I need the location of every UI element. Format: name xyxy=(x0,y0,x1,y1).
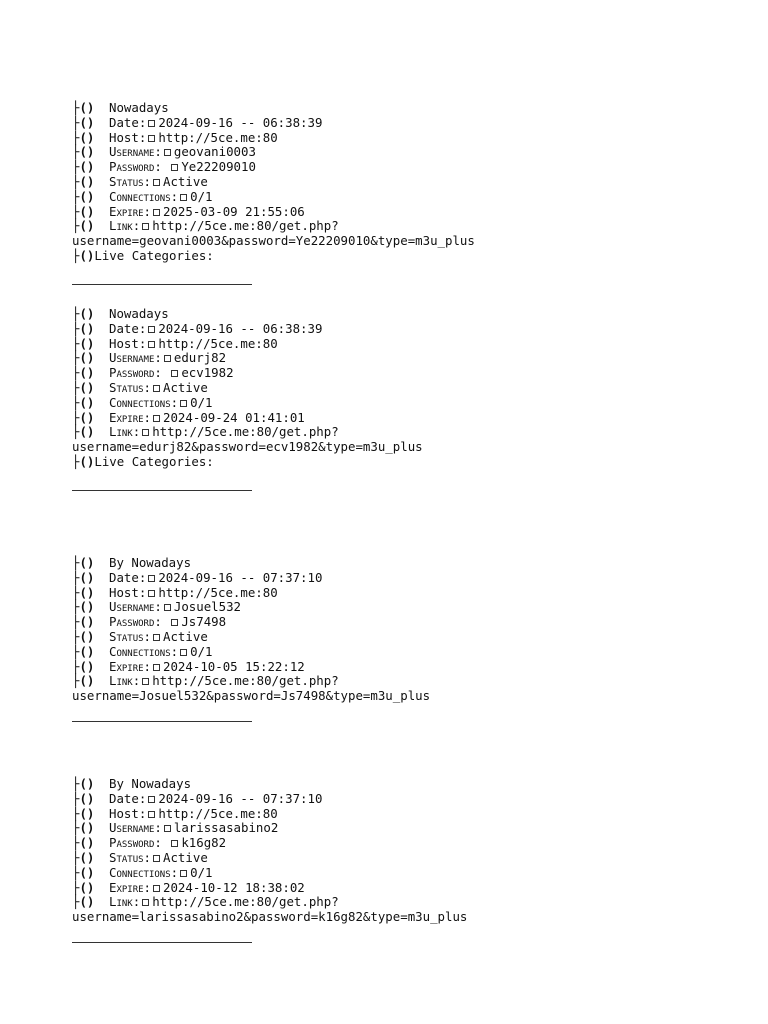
expire-value: 2024-10-05 15:22:12 xyxy=(163,658,305,674)
branch-glyph: ├() xyxy=(72,203,95,219)
heading-line xyxy=(72,556,732,571)
host-value: http://5ce.me:80 xyxy=(158,805,278,821)
host-value: http://5ce.me:80 xyxy=(158,129,278,145)
date-line xyxy=(72,571,732,586)
host-line xyxy=(72,337,732,352)
branch-glyph: ├() xyxy=(72,424,95,440)
connections-line xyxy=(72,645,732,660)
link-label: Link: xyxy=(109,673,141,689)
date-line xyxy=(72,792,732,807)
heading-line xyxy=(72,307,732,322)
expire-label: Expire: xyxy=(109,203,152,219)
connections-label: Connections: xyxy=(109,188,179,204)
branch-glyph: ├() xyxy=(72,379,95,395)
link-value-part2: username=Josuel532&password=Js7498&type=m3u_plus xyxy=(72,688,431,704)
password-value: Ye22209010 xyxy=(181,159,256,175)
box-icon xyxy=(171,370,178,377)
branch-glyph: ├() xyxy=(72,805,95,821)
password-line xyxy=(72,836,732,851)
username-value: geovani0003 xyxy=(173,144,256,160)
branch-glyph: ├() xyxy=(72,599,95,615)
heading-line xyxy=(72,101,732,116)
separator-rule xyxy=(72,721,252,722)
box-icon xyxy=(164,149,171,156)
host-label: Host: xyxy=(109,805,147,821)
branch-glyph: ├() xyxy=(72,306,95,321)
link-line xyxy=(72,674,732,689)
box-icon xyxy=(171,164,178,171)
username-line xyxy=(72,821,732,836)
separator-rule xyxy=(72,284,252,285)
password-label: Password: xyxy=(109,159,162,175)
status-line xyxy=(72,630,732,645)
box-icon xyxy=(180,649,187,656)
username-label: Username: xyxy=(109,820,162,836)
host-value: http://5ce.me:80 xyxy=(158,335,278,351)
connections-value: 0/1 xyxy=(190,188,213,204)
box-icon xyxy=(148,326,155,333)
branch-glyph: ├() xyxy=(72,864,95,880)
date-line xyxy=(72,322,732,337)
username-label: Username: xyxy=(109,599,162,615)
password-line xyxy=(72,615,732,630)
link-value-part2: username=edurj82&password=ecv1982&type=m3u_plus xyxy=(72,439,423,455)
status-label: Status: xyxy=(109,849,152,865)
branch-glyph: ├() xyxy=(72,453,95,469)
box-icon xyxy=(153,634,160,641)
branch-glyph: ├() xyxy=(72,100,95,115)
link-label: Link: xyxy=(109,218,141,234)
branch-glyph: ├() xyxy=(72,879,95,895)
branch-glyph: ├() xyxy=(72,673,95,689)
username-label: Username: xyxy=(109,144,162,160)
branch-glyph: ├() xyxy=(72,628,95,644)
live-categories-line xyxy=(72,455,732,470)
branch-glyph: ├() xyxy=(72,790,95,806)
expire-label: Expire: xyxy=(109,658,152,674)
date-value: 2024-09-16 -- 06:38:39 xyxy=(158,114,323,130)
username-label: Username: xyxy=(109,350,162,366)
status-line xyxy=(72,175,732,190)
branch-glyph: ├() xyxy=(72,409,95,425)
branch-glyph: ├() xyxy=(72,658,95,674)
box-icon xyxy=(148,341,155,348)
account-entry-3 xyxy=(72,556,732,722)
host-line xyxy=(72,807,732,822)
password-value: Js7498 xyxy=(181,614,227,630)
password-label: Password: xyxy=(109,365,162,381)
branch-glyph: ├() xyxy=(72,114,95,130)
branch-glyph: ├() xyxy=(72,320,95,336)
status-value: Active xyxy=(163,849,208,865)
separator-rule xyxy=(72,942,252,943)
link-value-part1: http://5ce.me:80/get.php? xyxy=(152,894,339,910)
box-icon xyxy=(153,885,160,892)
expire-line xyxy=(72,660,732,675)
date-value: 2024-09-16 -- 07:37:10 xyxy=(158,790,323,806)
branch-glyph: ├() xyxy=(72,144,95,160)
password-label: Password: xyxy=(109,835,162,851)
status-value: Active xyxy=(163,379,208,395)
box-icon xyxy=(164,355,171,362)
box-icon xyxy=(164,604,171,611)
box-icon xyxy=(164,825,171,832)
connections-value: 0/1 xyxy=(190,643,213,659)
expire-value: 2024-10-12 18:38:02 xyxy=(163,879,305,895)
box-icon xyxy=(180,400,187,407)
branch-glyph: ├() xyxy=(72,776,95,791)
expire-line xyxy=(72,881,732,896)
link-line xyxy=(72,425,732,440)
username-line xyxy=(72,351,732,366)
account-entry-2 xyxy=(72,307,732,491)
link-label: Link: xyxy=(109,894,141,910)
box-icon xyxy=(180,870,187,877)
box-icon xyxy=(153,179,160,186)
branch-glyph: ├() xyxy=(72,643,95,659)
username-value: Josuel532 xyxy=(173,599,241,615)
branch-glyph: ├() xyxy=(72,894,95,910)
date-value: 2024-09-16 -- 07:37:10 xyxy=(158,569,323,585)
branch-glyph: ├() xyxy=(72,173,95,189)
branch-glyph: ├() xyxy=(72,820,95,836)
username-line xyxy=(72,600,732,615)
expire-label: Expire: xyxy=(109,879,152,895)
status-line xyxy=(72,381,732,396)
connections-label: Connections: xyxy=(109,394,179,410)
link-value-part2: username=larissasabino2&password=k16g82&type=m3u_plus xyxy=(72,909,468,925)
branch-glyph: ├() xyxy=(72,218,95,234)
box-icon xyxy=(148,135,155,142)
box-icon xyxy=(148,590,155,597)
box-icon xyxy=(148,796,155,803)
status-label: Status: xyxy=(109,628,152,644)
branch-glyph: ├() xyxy=(72,835,95,851)
account-entry-1 xyxy=(72,101,732,285)
branch-glyph: ├() xyxy=(72,365,95,381)
box-icon xyxy=(153,385,160,392)
branch-glyph: ├() xyxy=(72,350,95,366)
connections-value: 0/1 xyxy=(190,864,213,880)
branch-glyph: ├() xyxy=(72,569,95,585)
date-line xyxy=(72,116,732,131)
expire-value: 2024-09-24 01:41:01 xyxy=(163,409,305,425)
password-value: ecv1982 xyxy=(181,365,234,381)
password-label: Password: xyxy=(109,614,162,630)
account-entry-4 xyxy=(72,777,732,943)
host-label: Host: xyxy=(109,129,147,145)
live-categories-line xyxy=(72,249,732,264)
live-categories-label: Live Categories: xyxy=(94,247,214,263)
box-icon xyxy=(142,429,149,436)
password-line xyxy=(72,366,732,381)
expire-line xyxy=(72,205,732,220)
box-icon xyxy=(153,664,160,671)
connections-line xyxy=(72,190,732,205)
branch-glyph: ├() xyxy=(72,394,95,410)
connections-line xyxy=(72,866,732,881)
date-label: Date: xyxy=(109,114,147,130)
status-value: Active xyxy=(163,628,208,644)
username-value: larissasabino2 xyxy=(173,820,279,836)
username-line xyxy=(72,145,732,160)
date-label: Date: xyxy=(109,790,147,806)
password-value: k16g82 xyxy=(181,835,227,851)
live-categories-label: Live Categories: xyxy=(94,453,214,469)
link-value-part1: http://5ce.me:80/get.php? xyxy=(152,218,339,234)
host-label: Host: xyxy=(109,335,147,351)
expire-label: Expire: xyxy=(109,409,152,425)
status-label: Status: xyxy=(109,379,152,395)
box-icon xyxy=(180,194,187,201)
date-label: Date: xyxy=(109,569,147,585)
heading-line xyxy=(72,777,732,792)
entry-heading: Nowadays xyxy=(109,100,169,115)
branch-glyph: ├() xyxy=(72,188,95,204)
box-icon xyxy=(153,855,160,862)
entry-heading: By Nowadays xyxy=(109,776,192,791)
box-icon xyxy=(148,811,155,818)
branch-glyph: ├() xyxy=(72,555,95,570)
box-icon xyxy=(142,899,149,906)
link-line xyxy=(72,219,732,234)
branch-glyph: ├() xyxy=(72,849,95,865)
expire-line xyxy=(72,411,732,426)
host-line xyxy=(72,586,732,601)
branch-glyph: ├() xyxy=(72,129,95,145)
username-value: edurj82 xyxy=(173,350,227,366)
entry-heading: By Nowadays xyxy=(109,555,192,570)
link-value-part1: http://5ce.me:80/get.php? xyxy=(152,673,339,689)
link-value-part2: username=geovani0003&password=Ye22209010&type=m3u_plus xyxy=(72,233,475,249)
connections-label: Connections: xyxy=(109,864,179,880)
box-icon xyxy=(142,678,149,685)
link-label: Link: xyxy=(109,424,141,440)
entry-heading: Nowadays xyxy=(109,306,169,321)
box-icon xyxy=(171,619,178,626)
password-line xyxy=(72,160,732,175)
link-line xyxy=(72,895,732,910)
host-line xyxy=(72,131,732,146)
separator-rule xyxy=(72,490,252,491)
branch-glyph: ├() xyxy=(72,614,95,630)
link-value-part1: http://5ce.me:80/get.php? xyxy=(152,424,339,440)
branch-glyph: ├() xyxy=(72,159,95,175)
box-icon xyxy=(171,840,178,847)
branch-glyph: ├() xyxy=(72,335,95,351)
date-label: Date: xyxy=(109,320,147,336)
branch-glyph: ├() xyxy=(72,247,95,263)
host-value: http://5ce.me:80 xyxy=(158,584,278,600)
host-label: Host: xyxy=(109,584,147,600)
connections-value: 0/1 xyxy=(190,394,213,410)
expire-value: 2025-03-09 21:55:06 xyxy=(163,203,305,219)
status-line xyxy=(72,851,732,866)
box-icon xyxy=(148,575,155,582)
branch-glyph: ├() xyxy=(72,584,95,600)
box-icon xyxy=(153,415,160,422)
status-value: Active xyxy=(163,173,208,189)
box-icon xyxy=(153,209,160,216)
box-icon xyxy=(148,120,155,127)
status-label: Status: xyxy=(109,173,152,189)
date-value: 2024-09-16 -- 06:38:39 xyxy=(158,320,323,336)
connections-label: Connections: xyxy=(109,643,179,659)
connections-line xyxy=(72,396,732,411)
box-icon xyxy=(142,223,149,230)
